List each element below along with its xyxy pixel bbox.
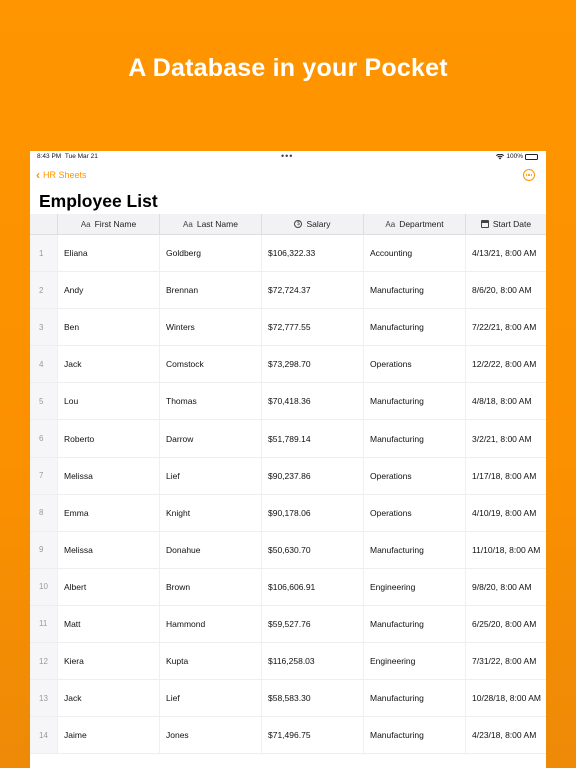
table-row[interactable] — [30, 680, 546, 717]
department-cell[interactable]: Manufacturing — [363, 717, 465, 753]
start-date-cell[interactable]: 4/10/19, 8:00 AM — [465, 495, 546, 531]
first-name-cell[interactable]: Emma — [57, 495, 159, 531]
first-name-cell[interactable]: Kiera — [57, 643, 159, 679]
row-number: 8 — [30, 495, 57, 531]
start-date-cell[interactable]: 10/28/18, 8:00 AM — [465, 680, 546, 716]
table-row[interactable] — [30, 235, 546, 272]
row-number: 7 — [30, 458, 57, 494]
table-body — [30, 235, 546, 754]
employee-table — [30, 214, 546, 754]
battery-icon — [525, 154, 538, 160]
column-header-label: First Name — [94, 219, 137, 229]
last-name-cell[interactable]: Darrow — [159, 420, 261, 456]
table-row[interactable] — [30, 309, 546, 346]
chevron-left-icon: ‹ — [36, 167, 40, 182]
wifi-icon — [496, 154, 504, 160]
row-number: 6 — [30, 420, 57, 456]
table-row[interactable] — [30, 383, 546, 420]
table-row[interactable] — [30, 458, 546, 495]
salary-cell[interactable]: $106,322.33 — [261, 235, 363, 271]
last-name-cell[interactable]: Jones — [159, 717, 261, 753]
first-name-cell[interactable]: Jack — [57, 346, 159, 382]
text-type-icon: Aa — [183, 219, 193, 229]
column-header-salary[interactable] — [261, 214, 363, 234]
text-type-icon: Aa — [80, 219, 91, 229]
salary-cell[interactable]: $58,583.30 — [261, 680, 363, 716]
start-date-cell[interactable]: 12/2/22, 8:00 AM — [465, 346, 546, 382]
department-cell[interactable]: Operations — [363, 346, 465, 382]
row-number: 14 — [30, 717, 57, 753]
first-name-cell[interactable]: Matt — [57, 606, 159, 642]
column-header-first-name[interactable] — [57, 214, 159, 234]
last-name-cell[interactable]: Lief — [159, 680, 261, 716]
calendar-icon — [481, 220, 489, 228]
first-name-cell[interactable]: Melissa — [57, 532, 159, 568]
department-cell[interactable]: Manufacturing — [363, 532, 465, 568]
start-date-cell[interactable]: 4/13/21, 8:00 AM — [465, 235, 546, 271]
row-number: 10 — [30, 569, 57, 605]
table-row[interactable] — [30, 272, 546, 309]
salary-cell[interactable]: $106,606.91 — [261, 569, 363, 605]
department-cell[interactable]: Engineering — [363, 643, 465, 679]
first-name-cell[interactable]: Melissa — [57, 458, 159, 494]
first-name-cell[interactable]: Albert — [57, 569, 159, 605]
last-name-cell[interactable]: Thomas — [159, 383, 261, 419]
first-name-cell[interactable]: Ben — [57, 309, 159, 345]
department-cell[interactable]: Manufacturing — [363, 383, 465, 419]
last-name-cell[interactable]: Donahue — [159, 532, 261, 568]
row-number: 9 — [30, 532, 57, 568]
first-name-cell[interactable]: Jaime — [57, 717, 159, 753]
department-cell[interactable]: Operations — [363, 458, 465, 494]
row-number: 12 — [30, 643, 57, 679]
row-number: 4 — [30, 346, 57, 382]
first-name-cell[interactable]: Andy — [57, 272, 159, 308]
table-row[interactable] — [30, 606, 546, 643]
start-date-cell[interactable]: 1/17/18, 8:00 AM — [465, 458, 546, 494]
first-name-cell[interactable]: Roberto — [57, 420, 159, 456]
last-name-cell[interactable]: Brennan — [159, 272, 261, 308]
table-row[interactable] — [30, 346, 546, 383]
department-cell[interactable]: Manufacturing — [363, 309, 465, 345]
row-number: 13 — [30, 680, 57, 716]
column-header-label: Salary — [306, 219, 331, 229]
last-name-cell[interactable]: Lief — [159, 458, 261, 494]
status-bar — [30, 151, 546, 163]
salary-cell[interactable]: $50,630.70 — [261, 532, 363, 568]
table-row[interactable] — [30, 495, 546, 532]
page-title: Employee List — [39, 191, 158, 211]
salary-cell[interactable]: $71,496.75 — [261, 717, 363, 753]
department-cell[interactable]: Operations — [363, 495, 465, 531]
app-window — [30, 151, 546, 768]
status-time: 8:43 PM Tue Mar 21 — [37, 153, 98, 160]
row-number: 11 — [30, 606, 57, 642]
table-row[interactable] — [30, 532, 546, 569]
table-row[interactable] — [30, 717, 546, 754]
last-name-cell[interactable]: Brown — [159, 569, 261, 605]
department-cell[interactable]: Accounting — [363, 235, 465, 271]
salary-cell[interactable]: $72,724.37 — [261, 272, 363, 308]
table-row[interactable] — [30, 569, 546, 606]
salary-cell[interactable]: $51,789.14 — [261, 420, 363, 456]
department-cell[interactable]: Manufacturing — [363, 680, 465, 716]
salary-cell[interactable]: $72,777.55 — [261, 309, 363, 345]
start-date-cell[interactable]: 4/8/18, 8:00 AM — [465, 383, 546, 419]
start-date-cell[interactable]: 6/25/20, 8:00 AM — [465, 606, 546, 642]
column-header-label: Department — [399, 219, 444, 229]
column-header-start-date[interactable] — [465, 214, 546, 234]
battery-percent: 100% — [506, 153, 523, 160]
row-number: 5 — [30, 383, 57, 419]
more-options-icon[interactable] — [523, 169, 535, 181]
last-name-cell[interactable]: Comstock — [159, 346, 261, 382]
start-date-cell[interactable]: 4/23/18, 8:00 AM — [465, 717, 546, 753]
table-row[interactable] — [30, 643, 546, 680]
row-number: 2 — [30, 272, 57, 308]
column-header-department[interactable] — [363, 214, 465, 234]
start-date-cell[interactable]: 7/31/22, 8:00 AM — [465, 643, 546, 679]
department-cell[interactable]: Manufacturing — [363, 272, 465, 308]
promo-headline: A Database in your Pocket — [128, 54, 448, 82]
start-date-cell[interactable]: 3/2/21, 8:00 AM — [465, 420, 546, 456]
department-cell[interactable]: Manufacturing — [363, 606, 465, 642]
column-header-label: Start Date — [492, 219, 532, 229]
start-date-cell[interactable]: 9/8/20, 8:00 AM — [465, 569, 546, 605]
table-header — [30, 214, 546, 235]
row-number: 3 — [30, 309, 57, 345]
last-name-cell[interactable]: Kupta — [159, 643, 261, 679]
row-number: 1 — [30, 235, 57, 271]
start-date-cell[interactable]: 11/10/18, 8:00 AM — [465, 532, 546, 568]
back-button[interactable] — [36, 167, 87, 182]
first-name-cell[interactable]: Lou — [57, 383, 159, 419]
last-name-cell[interactable]: Goldberg — [159, 235, 261, 271]
salary-cell[interactable]: $116,258.03 — [261, 643, 363, 679]
first-name-cell[interactable]: Jack — [57, 680, 159, 716]
navigation-bar — [30, 163, 546, 189]
start-date-cell[interactable]: 7/22/21, 8:00 AM — [465, 309, 546, 345]
first-name-cell[interactable]: Eliana — [57, 235, 159, 271]
row-number-header — [30, 214, 57, 234]
column-header-label: Last Name — [196, 219, 238, 229]
last-name-cell[interactable]: Hammond — [159, 606, 261, 642]
salary-cell[interactable]: $70,418.36 — [261, 383, 363, 419]
currency-icon: $ — [294, 220, 302, 228]
last-name-cell[interactable]: Knight — [159, 495, 261, 531]
text-type-icon: Aa — [385, 219, 396, 229]
table-row[interactable] — [30, 420, 546, 457]
salary-cell[interactable]: $73,298.70 — [261, 346, 363, 382]
salary-cell[interactable]: $90,178.06 — [261, 495, 363, 531]
column-header-last-name[interactable] — [159, 214, 261, 234]
salary-cell[interactable]: $90,237.86 — [261, 458, 363, 494]
salary-cell[interactable]: $59,527.76 — [261, 606, 363, 642]
last-name-cell[interactable]: Winters — [159, 309, 261, 345]
department-cell[interactable]: Manufacturing — [363, 420, 465, 456]
back-button-label: HR Sheets — [43, 170, 87, 180]
start-date-cell[interactable]: 8/6/20, 8:00 AM — [465, 272, 546, 308]
department-cell[interactable]: Engineering — [363, 569, 465, 605]
multitasking-dots-icon[interactable]: ••• — [281, 151, 294, 161]
status-right — [496, 153, 538, 160]
